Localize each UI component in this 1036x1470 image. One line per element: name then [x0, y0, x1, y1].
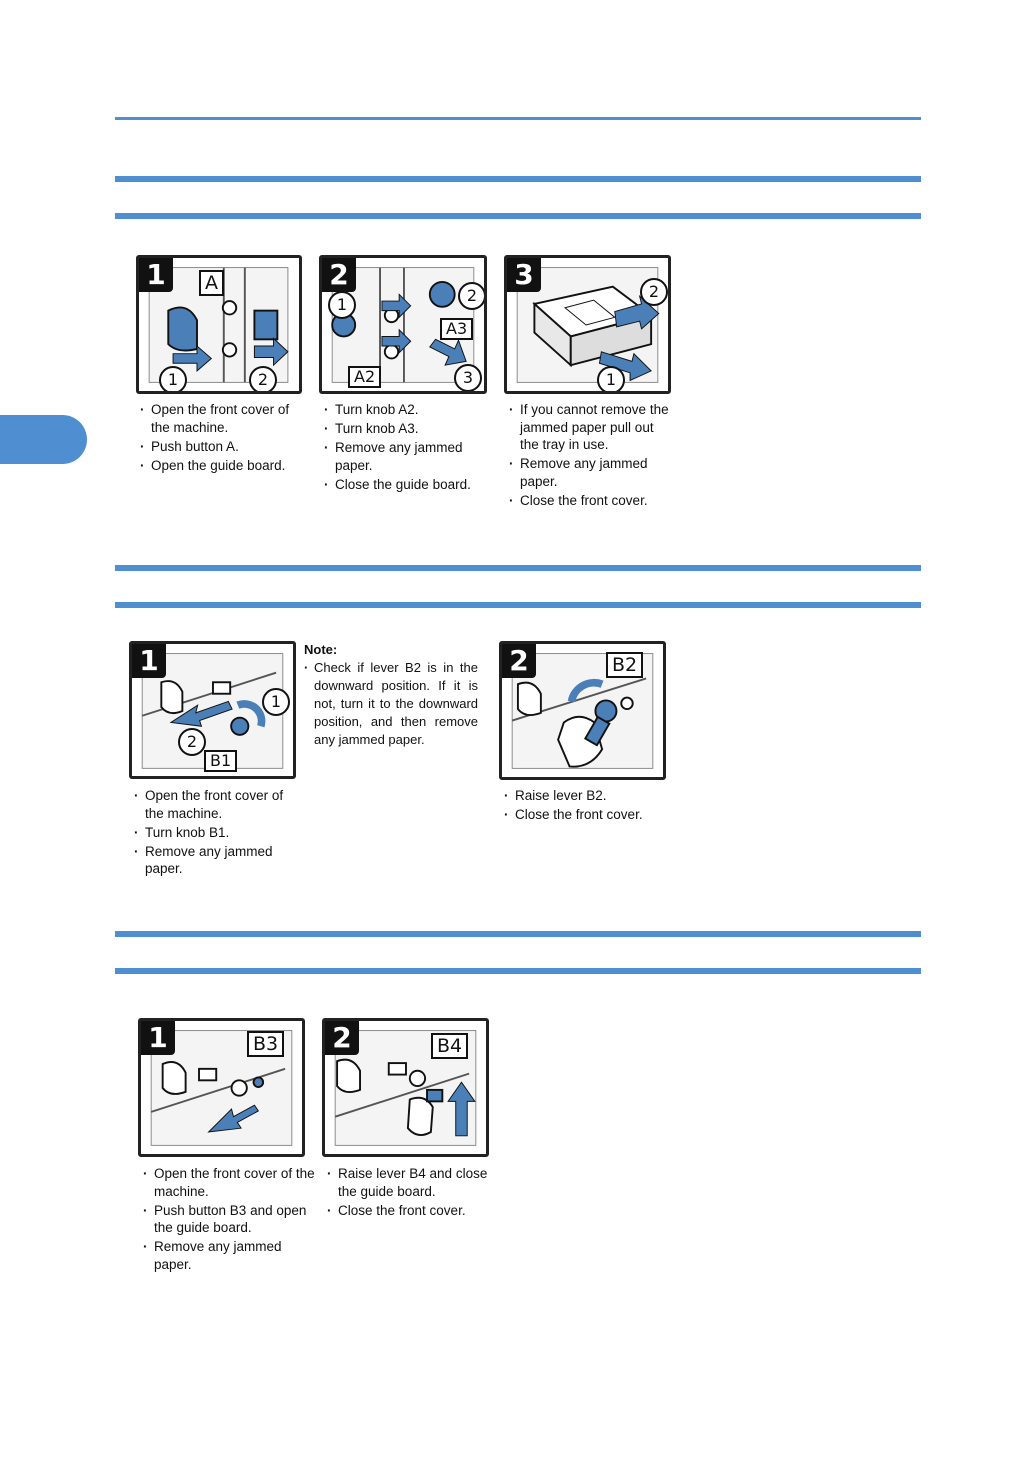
section1-rule-top [115, 176, 921, 182]
callout-number: 1 [597, 366, 625, 394]
instruction-item: · Close the front cover. [509, 492, 671, 510]
instruction-item: · Push button A. [140, 438, 308, 456]
s2-step2-illustration [499, 641, 666, 780]
s1-step2-instructions [324, 401, 496, 495]
s2-step1-illustration [129, 641, 296, 779]
callout-label: A3 [440, 318, 473, 340]
instruction-item: · Remove any jammed paper. [143, 1238, 315, 1273]
s3-step1-instructions [143, 1165, 315, 1275]
section3-rule-top [115, 931, 921, 937]
step-number: 1 [141, 1021, 175, 1055]
note-title: Note: [304, 642, 338, 657]
instruction-item: · If you cannot remove the jammed paper pull out the tray in use. [509, 401, 671, 454]
s1-step1-instructions [140, 401, 308, 476]
callout-label: A2 [348, 366, 381, 388]
s1-step3-illustration [504, 255, 671, 394]
section2-rule-top [115, 565, 921, 571]
s1-step3-instructions [509, 401, 671, 511]
note-text: · Check if lever B2 is in the downward position. If it is not, turn it to the downward position, and then remove any jammed paper. [304, 659, 478, 749]
callout-label: B4 [431, 1033, 468, 1059]
step-number: 2 [325, 1021, 359, 1055]
instruction-item: · Close the guide board. [324, 476, 496, 494]
callout-number: 1 [262, 688, 290, 716]
instruction-item: · Open the front cover of the machine. [140, 401, 308, 436]
s3-step2-illustration [322, 1018, 489, 1157]
instruction-item: · Turn knob A2. [324, 401, 496, 419]
instruction-item: · Close the front cover. [327, 1202, 505, 1220]
s2-step1-instructions [134, 787, 302, 879]
instruction-item: · Remove any jammed paper. [324, 439, 496, 474]
instruction-item: · Raise lever B2. [504, 787, 676, 805]
callout-number: 2 [249, 366, 277, 394]
section1-rule-bottom [115, 213, 921, 219]
step-number: 3 [507, 258, 541, 292]
chapter-tab [0, 415, 87, 464]
note-block [304, 641, 478, 749]
s1-step1-illustration [136, 255, 302, 394]
callout-number: 1 [328, 291, 356, 319]
step-number: 2 [502, 644, 536, 678]
callout-label: B1 [204, 750, 237, 772]
section3-rule-bottom [115, 968, 921, 974]
callout-number: 2 [458, 282, 486, 310]
callout-label: B2 [606, 652, 643, 678]
instruction-item: · Turn knob A3. [324, 420, 496, 438]
callout-number: 2 [178, 728, 206, 756]
instruction-item: · Remove any jammed paper. [509, 455, 671, 490]
instruction-item: · Open the front cover of the machine. [134, 787, 302, 822]
instruction-item: · Open the front cover of the machine. [143, 1165, 315, 1200]
instruction-item: · Close the front cover. [504, 806, 676, 824]
step-number: 1 [132, 644, 166, 678]
instruction-item: · Remove any jammed paper. [134, 843, 302, 878]
callout-label: B3 [247, 1031, 284, 1057]
section2-rule-bottom [115, 602, 921, 608]
callout-number: 2 [640, 278, 668, 306]
callout-number: 1 [159, 366, 187, 394]
instruction-item: · Raise lever B4 and close the guide board. [327, 1165, 505, 1200]
instruction-item: · Push button B3 and open the guide board. [143, 1202, 315, 1237]
instruction-item: · Turn knob B1. [134, 824, 302, 842]
callout-label: A [199, 270, 224, 296]
callout-number: 3 [454, 364, 482, 392]
s1-step2-illustration [319, 255, 487, 394]
header-rule [115, 117, 921, 120]
s2-step2-instructions [504, 787, 676, 825]
s3-step2-instructions [327, 1165, 505, 1221]
step-number: 1 [139, 258, 173, 292]
instruction-item: · Open the guide board. [140, 457, 308, 475]
step-number: 2 [322, 258, 356, 292]
s3-step1-illustration [138, 1018, 305, 1157]
